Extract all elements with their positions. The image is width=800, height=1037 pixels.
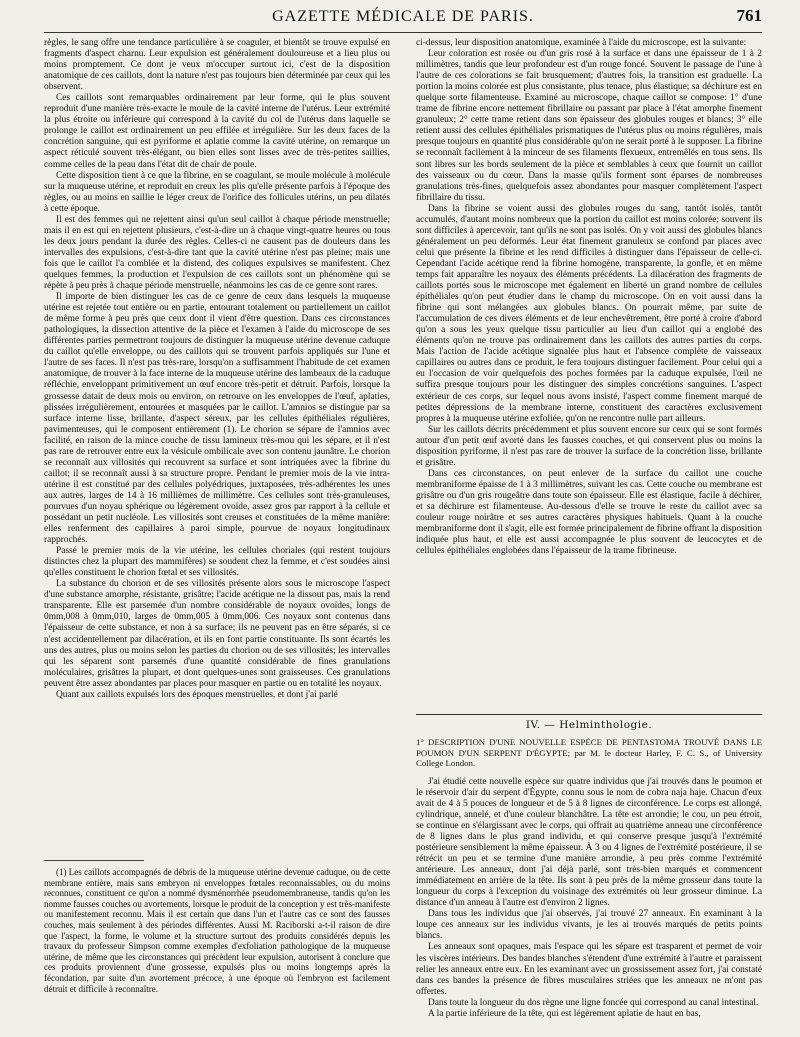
footnote-rule [44, 860, 144, 861]
paragraph: Passé le premier mois de la vie utérine, les cellules choriales (qui restent toujours distinctes chez la plupart des mammifères) se soudent chez la femme, et c'est soudées ainsi qu'elles constituent le chorion fœtal et ses villosités. [44, 546, 390, 579]
article-title: 1° DESCRIPTION D'UNE NOUVELLE ESPÈCE DE PENTASTOMA TROUVÉ DANS LE POUMON D'UN SERPENT D'ÉGYPTE; par M. le docteur Harley, F. C. S., of University College London. [416, 737, 762, 769]
text-columns [44, 38, 762, 1037]
left-column [44, 38, 390, 1028]
footnote-text: (1) Les caillots accompagnés de débris de la muqueuse utérine devenue caduque, ou de cette membrane entière, mais sans embryon ni enveloppes fœtales reconnaissables, ou du moins reconnues, constituent ce qu'on a nommé dysménorrhée pseudomembraneuse, tandis qu'on les nomme fausses couches ou avortements, lorsque le produit de la conception y est très-manifeste ou manifestement reconnu. Mais il est certain que dans l'un et l'autre cas ce sont des fausses couches, mais seulement à des périodes différentes. Aussi M. Raciborski a-t-il raison de dire que l'aspect, la forme, le volume et la structure surtout des produits considérés depuis les travaux du professeur Simpson comme exemples d'exfoliation pathologique de la muqueuse utérine, de même que les circonstances qui précèdent leur expulsion, autorisent à conclure que ces produits proviennent d'une grossesse, expulsés plus ou moins longtemps après la fécondation, par suite d'un avortement précoce, à une époque où l'embryon est facilement détruit et difficile à reconnaître. [44, 867, 390, 994]
journal-title: GAZETTE MÉDICALE DE PARIS. [272, 8, 534, 25]
article-body [416, 777, 762, 1028]
paragraph: Il importe de bien distinguer les cas de ce genre de ceux dans lesquels la muqueuse utérine est rejetée tout entière ou en partie, entourant totalement ou partiellement un caillot de même forme à peu près que ceux dont il vient d'être question. Dans ces circonstances pathologiques, la dissection attentive de la pièce et l'examen à l'aide du microscope de ses différentes parties permettront toujours de distinguer la muqueuse utérine devenue caduque du caillot qu'elle enveloppe, ou des caillots qui se trouvent parfois appliqués sur l'une et l'autre de ses faces. Il n'est pas très-rare, lorsqu'on a suffisamment l'habitude de cet examen anatomique, de trouver à la face interne de la muqueuse utérine des lambeaux de la caduque réfléchie, enveloppant primitivement un œuf encore très-petit et détruit. Parfois, lorsque la grossesse datait de deux mois ou environ, on retrouve on les enveloppes de l'œuf, aplaties, plissées irrégulièrement, entourées et masquées par le caillot. L'amnios se distingue par sa surface interne lisse, brillante, d'aspect séreux, par les cellules épithéliales régulières, pavimenteuses, qui le composent entièrement (1). Le chorion se sépare de l'amnios avec facilité, en raison de la mince couche de tissu lamineux très-mou qui les sépare, et il n'est pas rare de retrouver entre eux la vésicule ombilicale avec son contenu jaunâtre. Le chorion se reconnaît aux villosités qui recouvrent sa surface et sont intriquées avec la fibrine du caillot; il se reconnaît aussi à sa structure propre. Pendant le premier mois de la vie intra-utérine il est constitué par des cellules polyédriques, juxtaposées, très-adhérentes les unes aux autres, larges de 14 à 16 millièmes de millimètre. Ces cellules sont très-granuleuses, pourvues d'un noyau sphérique ou légèrement ovoïde, assez gros par rapport à la cellule et possédant un petit nucléole. Les villosités sont creuses et constituées de la même manière: elles renferment des capillaires à paroi simple, pourvue de noyaux longitudinaux rapprochés. [44, 292, 390, 546]
footnote [44, 867, 390, 1028]
paragraph: J'ai étudié cette nouvelle espèce sur quatre individus que j'ai trouvés dans le poumon et le réservoir d'air du serpent d'Égypte, connu sous le nom de cobra naja haje. Chacun d'eux avait de 4 à 5 pouces de longueur et de 5 à 8 lignes de circonférence. Le corps est allongé, cylindrique, annelé, et d'une couleur blanchâtre. La tête est arrondie; le cou, un peu étroit, se continue en s'élargissant avec le corps, qui offrait au quatrième anneau une circonférence de 8 lignes dans le plus grand individu, et qui conserve presque jusqu'à l'extrémité postérieure sensiblement la même épaisseur. À 3 ou 4 lignes de l'extrémité postérieure, il se rétrécit un peu et se termine d'une manière arrondie, à peu près comme l'extrémité antérieure. Les anneaux, dont j'ai déjà parlé, sont très-bien marqués et commencent immédiatement en arrière de la tête. Ils sont à peu près de la même grosseur dans toute la longueur du corps à l'exception du voisinage des extrémités où leur grosseur diminue. La distance d'un anneau à l'autre est d'environ 2 lignes. [416, 776, 762, 909]
right-column [416, 38, 762, 1028]
right-column-body [416, 38, 762, 710]
paragraph: A la partie inférieure de la tête, qui est légèrement aplatie de haut en bas, [428, 1008, 701, 1019]
paragraph: Cette disposition tient à ce que la fibrine, en se coagulant, se moule molécule à molécule sur la muqueuse utérine, et reproduit en creux les plis qu'elle présente parfois à l'époque des règles, ou au moins en saillie le léger creux de l'orifice des follicules utérins, un peu dilatés à cette époque. [44, 170, 390, 214]
paragraph: Dans la fibrine se voient aussi des globules rouges du sang, tantôt isolés, tantôt accumulés, d'autant moins nombreux que la portion du caillot est moins colorée; souvent ils sont difficiles à apercevoir, tant qu'ils ne sont pas isolés. On y voit aussi des globules blancs généralement un peu déformés. Leur état finement granuleux se confond par places avec celui que présente la fibrine et les rend difficiles à distinguer dans l'épaisseur de celle-ci. Cependant l'acide acétique rend la fibrine homogène, transparente, la gonfle, et en même temps fait apparaître les noyaux des éléments précédents. La dilacération des fragments de caillots portés sous le microscope met également en liberté un grand nombre de cellules épithéliales qu'on peut étudier dans le champ du microscope. On en voit aussi dans la fibrine qui sont mélangées aux globules blancs. On pourrait même, par suite de l'accumulation de ces divers éléments et de leur enchevêtrement, être porté à croire d'abord qu'on a sous les yeux quelque tissu particulier au lieu d'un caillot qui a englobé des éléments qu'on ne trouve pas ordinairement dans les caillots des autres parties du corps. Mais l'action de l'acide acétique signalée plus haut et l'absence complète de vaisseaux capillaires ou autres dans ce produit, le fera toujours distinguer facilement. Pour celui qui a eu l'occasion de voir quelquefois des poches formées par la caduque expulsée, l'œil ne suffira presque toujours pour les distinguer des simples concrétions sanguines. L'aspect extérieur de ces corps, sur lequel nous avons insisté, l'aspect comme finement marqué de petites dépressions de la membrane interne, constituent des caractères exclusivement propres à la muqueuse utérine exfoliée, qu'on ne rencontre nulle part ailleurs. [416, 203, 762, 424]
left-column-body [44, 38, 390, 846]
paragraph: Sur les caillots décrits précédemment et plus souvent encore sur ceux qui se sont formés autour d'un petit œuf avorté dans les fausses couches, et qui conservent plus ou moins la disposition pyriforme, il n'est pas rare de trouver la surface de la concrétion lisse, brillante et grisâtre. [416, 424, 762, 468]
paragraph: Les anneaux sont opaques, mais l'espace qui les sépare est trasparent et permet de voir les viscères intérieurs. Des bandes blanches s'étendent d'une extrémité à l'autre et paraissent relier les anneaux entre eux. En les examinant avec un grossissement assez fort, j'ai constaté dans ces bandes la présence de fibres musculaires striées que les anneaux ne m'ont pas offertes. [416, 942, 762, 997]
paragraph: Dans ces circonstances, on peut enlever de la surface du caillot une couche membraniforme épaisse de 1 à 3 millimètres, suivant les cas. Cette couche ou membrane est grisâtre ou d'un gris rougeâtre dans toute son épaisseur. Elle est élastique, facile à déchirer, et sa déchirure est filamenteuse. Au-dessous d'elle se trouve le reste du caillot avec sa couleur rouge noirâtre et ses autres caractères physiques habituels. Quant à la couche membraniforme dont il s'agit, elle est formée principalement de fibrine offrant la disposition indiquée plus haut, et elle est aussi accompagnée le plus souvent de leucocytes et de cellules épithéliales englobées dans l'épaisseur de la trame fibrineuse. [416, 468, 762, 557]
running-header [44, 6, 762, 33]
paragraph: Ces caillots sont remarquables ordinairement par leur forme, qui le plus souvent reproduit d'une manière très-exacte le moule de la cavité interne de l'utérus. Leur extrémité la plus étroite ou inférieure qui correspond à la cavité du col de l'utérus dans laquelle se prolonge le caillot est ordinairement un peu effilée et irrégulière. Sur les deux faces de la concrétion sanguine, qui est pyriforme et aplatie comme la cavité utérine, on remarque un aspect réticulé souvent très-élégant, ou bien elles sont lisses avec de très-petites saillies, comme celles de la peau dans l'état dit de chair de poule. [44, 93, 390, 170]
paragraph: Dans tous les individus que j'ai observés, j'ai trouvé 27 anneaux. En examinant à la loupe ces anneaux sur les individus vivants, je les ai trouvés marqués de petits points blancs. [416, 909, 762, 942]
paragraph: Leur coloration est rosée ou d'un gris rosé à la surface et dans une épaisseur de 1 à 2 millimètres, tandis que leur profondeur est d'un rouge foncé. Souvent le passage de l'une à l'autre de ces colorations se fait brusquement; d'autres fois, la transition est graduelle. La portion la moins colorée est plus consistante, plus tenace, plus élastique; sa déchirure est en quelque sorte filamenteuse. Examiné au microscope, chaque caillot se compose: 1° d'une trame de fibrine encore nettement fibrillaire ou passant par place à l'état amorphe finement granuleux; 2° cette trame retient dans son épaisseur des globules rouges et blancs; 3° elle retient aussi des cellules épithéliales prismatiques de l'utérus plus ou moins régulières, mais presque toujours en quantité plus considérable qu'on ne serait porté à le supposer. La fibrine se reconnaît facilement à la minceur de ses filaments flexueux, entremêlés en tous sens. Ils sont libres sur les bords seulement de la pièce et semblables à ceux que fournit un caillot des vaisseaux ou du cœur. Dans la masse qu'ils forment sont éparses de nombreuses granulations très-fines, quelquefois assez abondantes pour masquer complètement l'aspect fibrillaire du tissu. [416, 49, 762, 203]
paragraph: Quant aux caillots expulsés lors des époques menstruelles, et dont j'ai parlé [56, 689, 338, 700]
paragraph: ci-dessus, leur disposition anatomique, examinée à l'aide du microscope, est la suivante: [416, 38, 747, 48]
page-number: 761 [736, 6, 762, 25]
paragraph: La substance du chorion et de ses villosités présente alors sous le microscope l'aspect d'une substance amorphe, résistante, grisâtre; l'acide acétique ne la dissout pas, mais la rend transparente. Elle est parsemée d'un nombre considérable de noyaux ovoïdes, longs de 0mm,008 à 0mm,010, larges de 0mm,005 à 0mm,006. Ces noyaux sont contenus dans l'épaisseur de cette substance, et non à sa surface; ils ne peuvent pas en être séparés, si ce n'est accidentellement par dilacération, et ils en font partie constituante. Ils sont écartés les uns des autres, plus ou moins selon les parties du chorion ou de ses villosités; les intervalles qui les séparent sont parsemés d'une quantité considérable de fines granulations moléculaires, grisâtres la plupart, et dont quelques-unes sont graisseuses. Ces granulations peuvent être assez abondantes par places pour masquer en partie ou en totalité les noyaux. [44, 579, 390, 689]
section-heading: IV. — Helminthologie. [416, 714, 762, 735]
paragraph: règles, le sang offre une tendance particulière à se coaguler, et bientôt se trouve expulsé en fragments d'aspect charnu. Leur expulsion est généralement douloureuse et a lieu plus ou moins promptement. Ce dont je veux m'occuper surtout ici, c'est de la disposition anatomique de ces caillots, dont la nature n'est pas toujours bien déterminée par ceux qui les observent. [44, 38, 390, 93]
paragraph: Il est des femmes qui ne rejettent ainsi qu'un seul caillot à chaque période menstruelle; mais il en est qui en rejettent plusieurs, c'est-à-dire un à chaque vingt-quatre heures ou tous les deux jours pendant la durée des règles. Celles-ci ne causent pas de douleurs dans les intervalles des expulsions, c'est-à-dire tant que la cavité utérine n'est pas pleine; mais une fois que le caillot l'a comblée et la distend, des coliques expulsives se manifestent. Chez quelques femmes, la production et l'expulsion de ces caillots sont un phénomène qui se répète à peu près à chaque période menstruelle, néanmoins les cas de ce genre sont rares. [44, 214, 390, 292]
paragraph: Dans toute la longueur du dos règne une ligne foncée qui correspond au canal intestinal. [428, 997, 759, 1008]
